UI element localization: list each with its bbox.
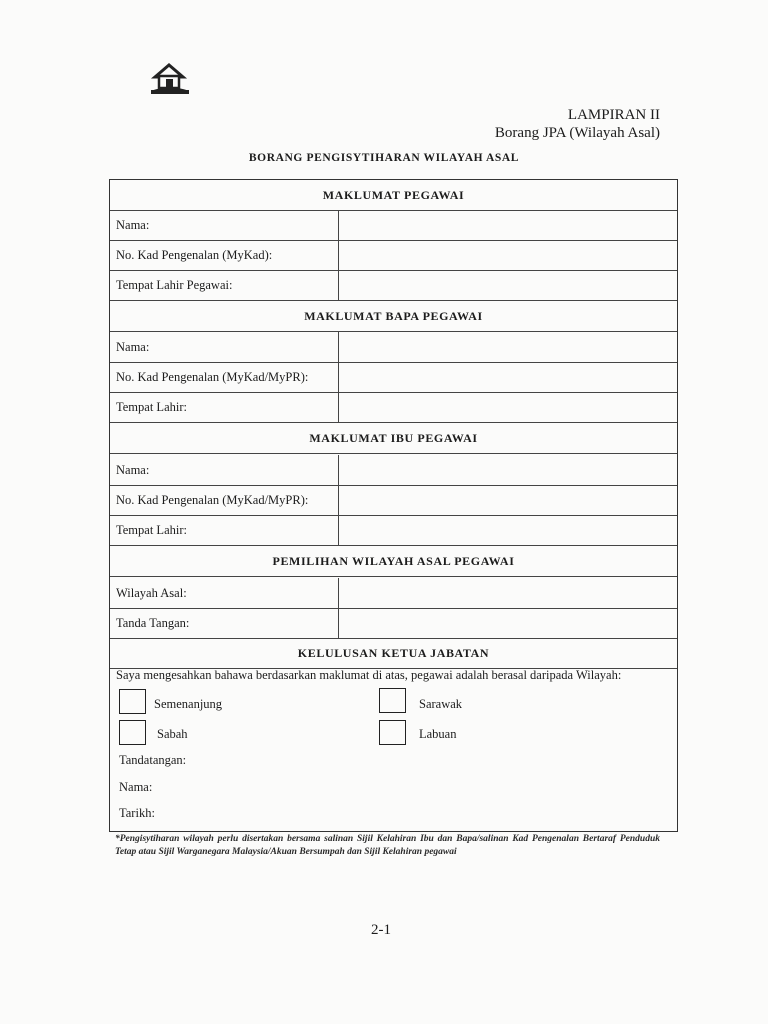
field-label: Wilayah Asal: — [116, 586, 187, 600]
field-label: Tempat Lahir: — [116, 523, 187, 537]
section-header-pemilihan: PEMILIHAN WILAYAH ASAL PEGAWAI — [110, 546, 677, 577]
pegawai-tempat-lahir-input[interactable] — [338, 270, 677, 300]
field-row-pegawai-tempat-lahir — [110, 270, 677, 301]
field-label: Nama: — [116, 218, 150, 232]
pegawai-mykad-input[interactable] — [338, 240, 677, 270]
field-label: No. Kad Pengenalan (MyKad/MyPR): — [116, 370, 309, 384]
field-row-pegawai-mykad — [110, 240, 677, 271]
bapa-nama-input[interactable] — [338, 332, 677, 362]
checkbox-sarawak[interactable] — [379, 688, 406, 713]
checkbox-sabah[interactable] — [119, 720, 146, 745]
option-label-semenanjung: Semenanjung — [154, 697, 223, 711]
field-row-wilayah-asal — [110, 578, 677, 609]
field-label: No. Kad Pengenalan (MyKad/MyPR): — [116, 493, 309, 507]
tanda-tangan-input[interactable] — [338, 608, 677, 638]
bapa-mykad-input[interactable] — [338, 362, 677, 392]
field-row-ibu-nama — [110, 455, 677, 486]
field-row-bapa-tempat-lahir — [110, 392, 677, 423]
tarikh-label: Tarikh: — [119, 806, 155, 820]
field-row-bapa-mykad — [110, 362, 677, 393]
ibu-nama-input[interactable] — [338, 455, 677, 485]
field-label: No. Kad Pengenalan (MyKad): — [116, 248, 273, 262]
checkbox-semenanjung[interactable] — [119, 689, 146, 714]
tandatangan-label: Tandatangan: — [119, 753, 187, 767]
option-label-labuan: Labuan — [419, 727, 457, 741]
wilayah-asal-input[interactable] — [338, 578, 677, 608]
footnote: *Pengisytiharan wilayah perlu disertakan bersama salinan Sijil Kelahiran Ibu dan Bapa/salinan Kad Pengenalan Bertaraf Penduduk Tetap atau Sijil Warganegara Malaysia/Akuan Bersumpah dan Sijil Kelahiran pegawai — [115, 834, 660, 857]
bapa-tempat-lahir-input[interactable] — [338, 392, 677, 422]
section-header-bapa: MAKLUMAT BAPA PEGAWAI — [110, 301, 677, 332]
ibu-tempat-lahir-input[interactable] — [338, 515, 677, 545]
field-label: Nama: — [116, 463, 150, 477]
pegawai-nama-input[interactable] — [338, 210, 677, 240]
declaration-form — [109, 179, 678, 832]
field-row-tanda-tangan — [110, 608, 677, 639]
field-label: Tanda Tangan: — [116, 616, 190, 630]
field-row-bapa-nama — [110, 332, 677, 363]
page-number: 2-1 — [371, 922, 391, 938]
field-row-ibu-mykad — [110, 485, 677, 516]
section-header-kelulusan: KELULUSAN KETUA JABATAN — [110, 638, 677, 669]
lampiran-label: LAMPIRAN II — [567, 107, 660, 123]
option-label-sarawak: Sarawak — [419, 697, 463, 711]
field-label: Nama: — [116, 340, 150, 354]
house-icon — [150, 60, 190, 96]
field-label: Tempat Lahir Pegawai: — [116, 278, 233, 292]
nama-label: Nama: — [119, 780, 153, 794]
option-label-sabah: Sabah — [157, 727, 188, 741]
field-label: Tempat Lahir: — [116, 400, 187, 414]
borang-reference: Borang JPA (Wilayah Asal) — [494, 125, 660, 141]
field-row-pegawai-nama — [110, 210, 677, 241]
section-header-pegawai: MAKLUMAT PEGAWAI — [110, 180, 677, 211]
checkbox-labuan[interactable] — [379, 720, 406, 745]
form-title: BORANG PENGISYTIHARAN WILAYAH ASAL — [248, 152, 520, 164]
approval-declaration: Saya mengesahkan bahawa berdasarkan maklumat di atas, pegawai adalah berasal daripada Wilayah: — [116, 668, 622, 682]
ibu-mykad-input[interactable] — [338, 485, 677, 515]
field-row-ibu-tempat-lahir — [110, 515, 677, 546]
section-header-ibu: MAKLUMAT IBU PEGAWAI — [110, 423, 677, 454]
